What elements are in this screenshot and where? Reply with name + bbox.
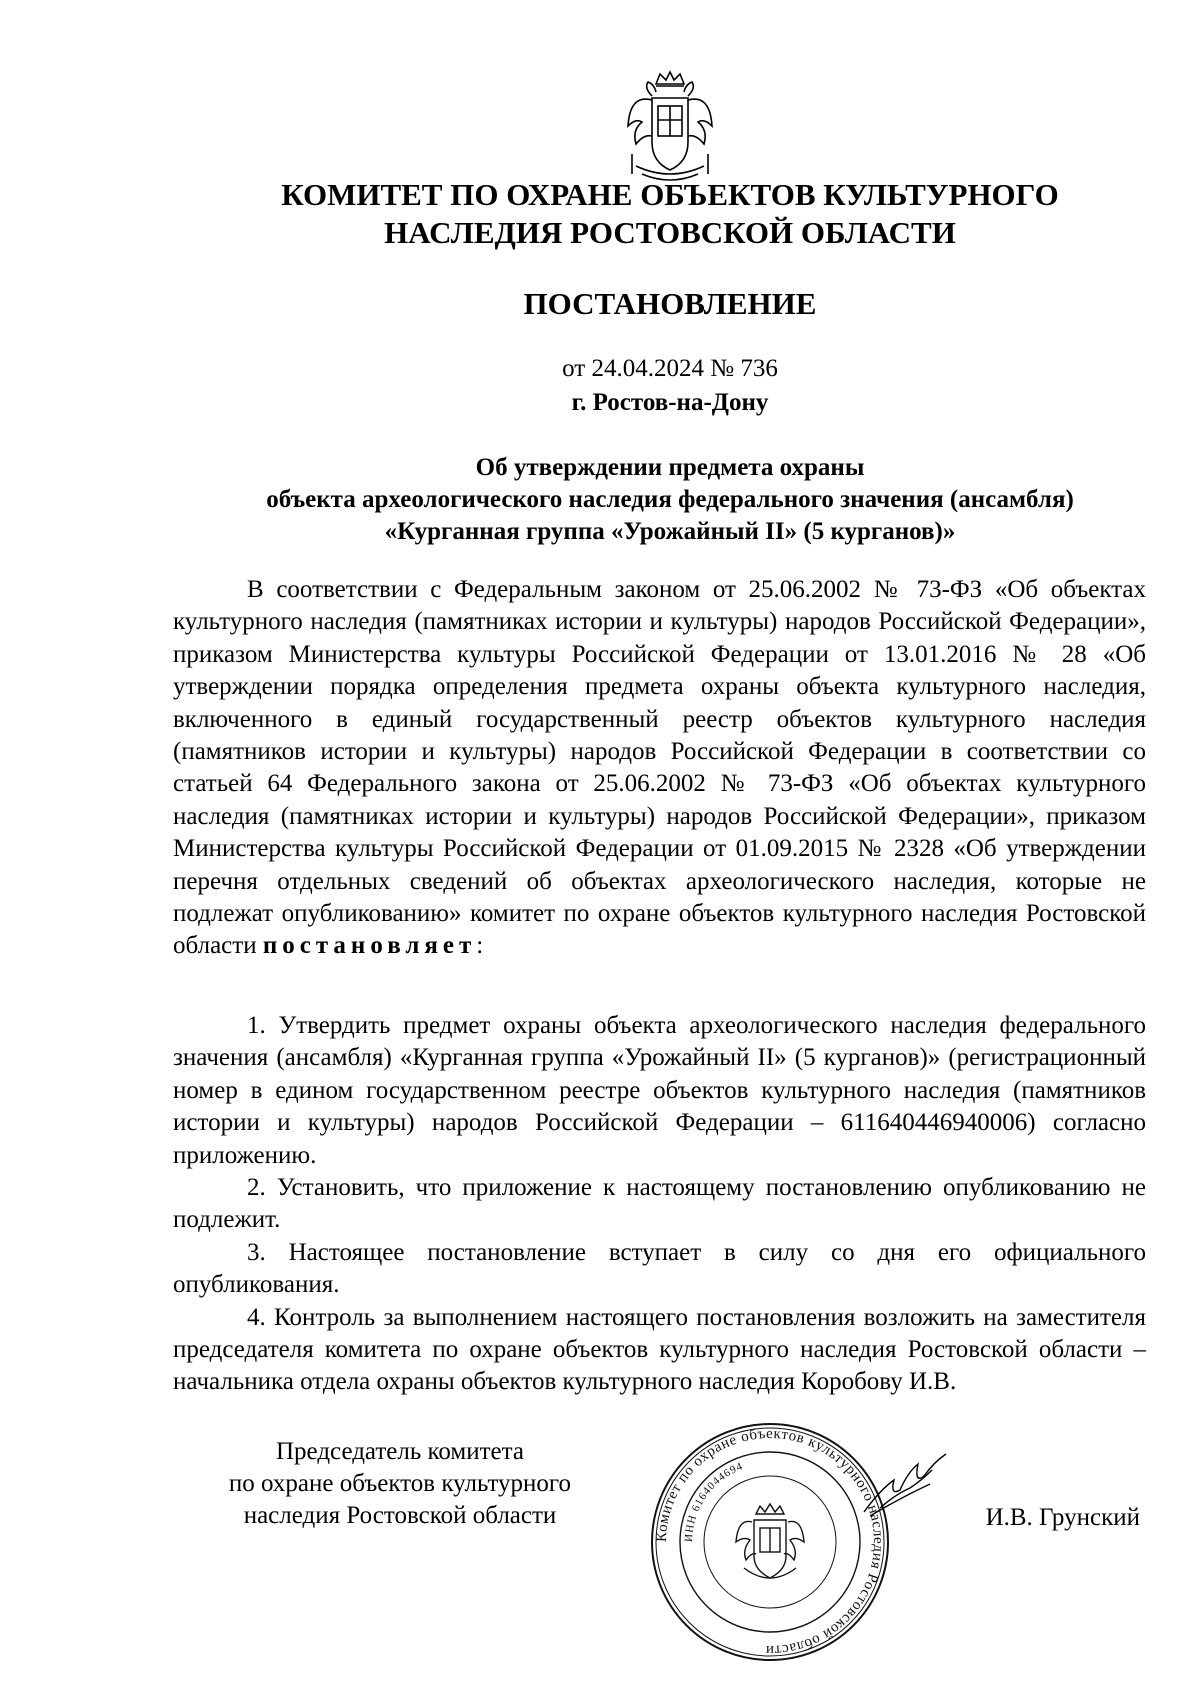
organization-name-line1: КОМИТЕТ ПО ОХРАНЕ ОБЪЕКТОВ КУЛЬТУРНОГО — [281, 177, 1059, 212]
resolution-item: 4. Контроль за выполнением настоящего постановления возложить на заместителя председателя комитета по охране объектов культурного наследия Ростовской области – начальника отдела охраны объектов культурного наследия Коробову И.В. — [173, 1303, 1146, 1396]
resolution-item: 2. Установить, что приложение к настоящему постановлению опубликованию не подлежит. — [173, 1174, 1146, 1234]
preamble-text: В соответствии с Федеральным законом от 25.06.2002 № 73-ФЗ «Об объектах культурного наследия (памятниках истории и культуры) народов Российской Федерации», приказом Министерства культуры Российской Федерации от 13.01.2016 № 28 «Об утверждении порядка определения предмета охраны объекта культурного наследия, включенного в единый государственный реестр объектов культурного наследия (памятников истории и культуры) народов Российской Федерации в соответствии со статьей 64 Федерального закона от 25.06.2002 № 73-ФЗ «Об объектах культурного наследия (памятниках истории и культуры) народов Российской Федерации», приказом Министерства культуры Российской Федерации от 01.09.2015 № 2328 «Об утверждении перечня отдельных сведений об объектах археологического наследия, которые не подлежат опубликованию» комитет по охране объектов культурного наследия Ростовской области — [173, 576, 1146, 960]
preamble — [173, 574, 1146, 963]
preamble-paragraph — [173, 574, 1146, 963]
organization-name — [200, 176, 1140, 252]
subject-line1: Об утверждении предмета охраны — [475, 454, 865, 481]
signer-title-line3: наследия Ростовской области — [243, 1502, 557, 1529]
seal-inner-text: ИНН 6164044694 — [682, 1460, 745, 1543]
preamble-colon: : — [476, 932, 484, 960]
subject-line3: «Курганная группа «Урожайный II» (5 курганов)» — [384, 518, 956, 545]
signer-title-line2: по охране объектов культурного — [228, 1470, 572, 1497]
signer-name: И.В. Грунский — [985, 1504, 1140, 1531]
organization-name-line2: НАСЛЕДИЯ РОСТОВСКОЙ ОБЛАСТИ — [384, 215, 956, 250]
resolves-word: постановляет — [262, 932, 477, 960]
resolution-item: 3. Настоящее постановление вступает в силу со дня его официального опубликования. — [173, 1238, 1146, 1299]
official-seal-icon — [648, 1420, 892, 1664]
document-subject — [170, 452, 1170, 548]
subject-line2: объекта археологического наследия федерального значения (ансамбля) — [266, 486, 1074, 513]
coat-of-arms-icon — [622, 70, 718, 184]
resolution-items — [173, 1010, 1146, 1399]
signer-title-line1: Председатель комитета — [276, 1438, 524, 1465]
seal-outer-text: Комитет по охране объектов культурного наследия Ростовской области — [653, 1425, 887, 1659]
document-type: ПОСТАНОВЛЕНИЕ — [523, 286, 817, 321]
city: г. Ростов-на-Дону — [571, 389, 769, 416]
resolution-item: 1. Утвердить предмет охраны объекта археологического наследия федерального значения (ансамбля) «Курганная группа «Урожайный II» (5 курганов)» (регистрационный номер в едином государственном реестре объектов культурного наследия (памятников истории и культуры) народов Российской Федерации – 611640446940006) согласно приложению. — [173, 1012, 1146, 1169]
date-number: от 24.04.2024 № 736 — [562, 355, 778, 382]
signer-title — [190, 1436, 610, 1532]
